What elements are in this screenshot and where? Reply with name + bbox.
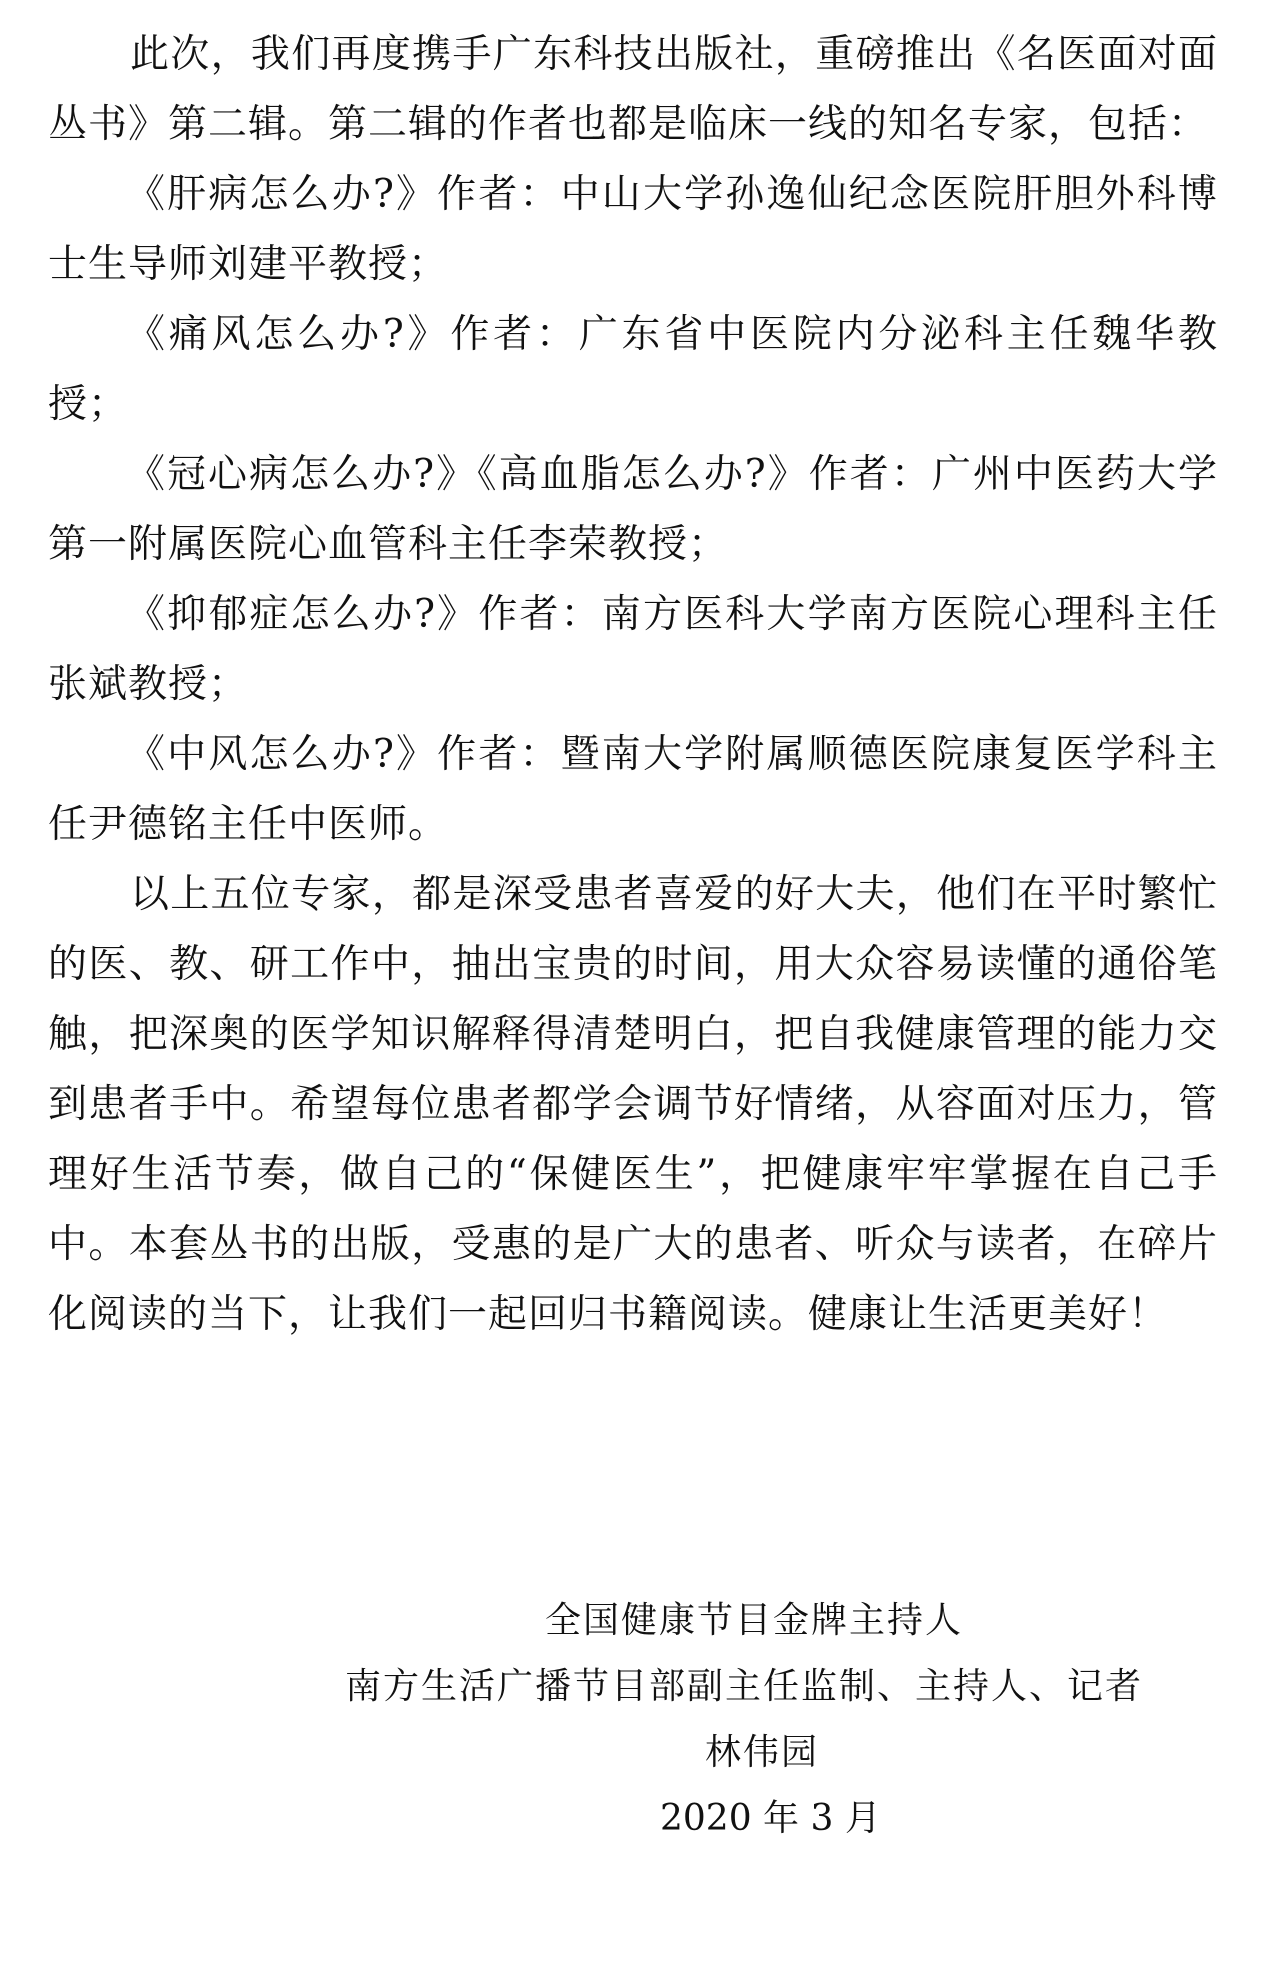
book-entry-stroke: 《中风怎么办?》作者：暨南大学附属顺德医院康复医学科主任尹德铭主任中医师。 — [48, 732, 1218, 847]
signature-name: 林伟园 — [705, 1732, 820, 1773]
book-entry-heart: 《冠心病怎么办?》《高血脂怎么办?》作者：广州中医药大学第一附属医院心血管科主任李荣教授； — [48, 452, 1218, 567]
signature-host-title: 全国健康节目金牌主持人 — [545, 1600, 964, 1641]
document-body — [48, 20, 1218, 1350]
signature-date: 2020 年 3 月 — [660, 1798, 881, 1839]
book-entry-liver: 《肝病怎么办?》作者：中山大学孙逸仙纪念医院肝胆外科博士生导师刘建平教授； — [48, 172, 1218, 287]
intro-paragraph: 此次，我们再度携手广东科技出版社，重磅推出《名医面对面丛书》第二辑。第二辑的作者也都是临床一线的知名专家，包括： — [48, 32, 1218, 147]
book-entry-depression: 《抑郁症怎么办?》作者：南方医科大学南方医院心理科主任张斌教授； — [48, 592, 1218, 707]
closing-paragraph: 以上五位专家，都是深受患者喜爱的好大夫，他们在平时繁忙的医、教、研工作中，抽出宝贵的时间，用大众容易读懂的通俗笔触，把深奥的医学知识解释得清楚明白，把自我健康管理的能力交到患者手中。希望每位患者都学会调节好情绪，从容面对压力，管理好生活节奏，做自己的“保健医生”，把健康牢牢掌握在自己手中。本套丛书的出版，受惠的是广大的患者、听众与读者，在碎片化阅读的当下，让我们一起回归书籍阅读。健康让生活更美好！ — [48, 872, 1218, 1337]
signature-role: 南方生活广播节目部副主任监制、主持人、记者 — [345, 1666, 1144, 1707]
book-entry-gout: 《痛风怎么办?》作者：广东省中医院内分泌科主任魏华教授； — [48, 312, 1218, 427]
